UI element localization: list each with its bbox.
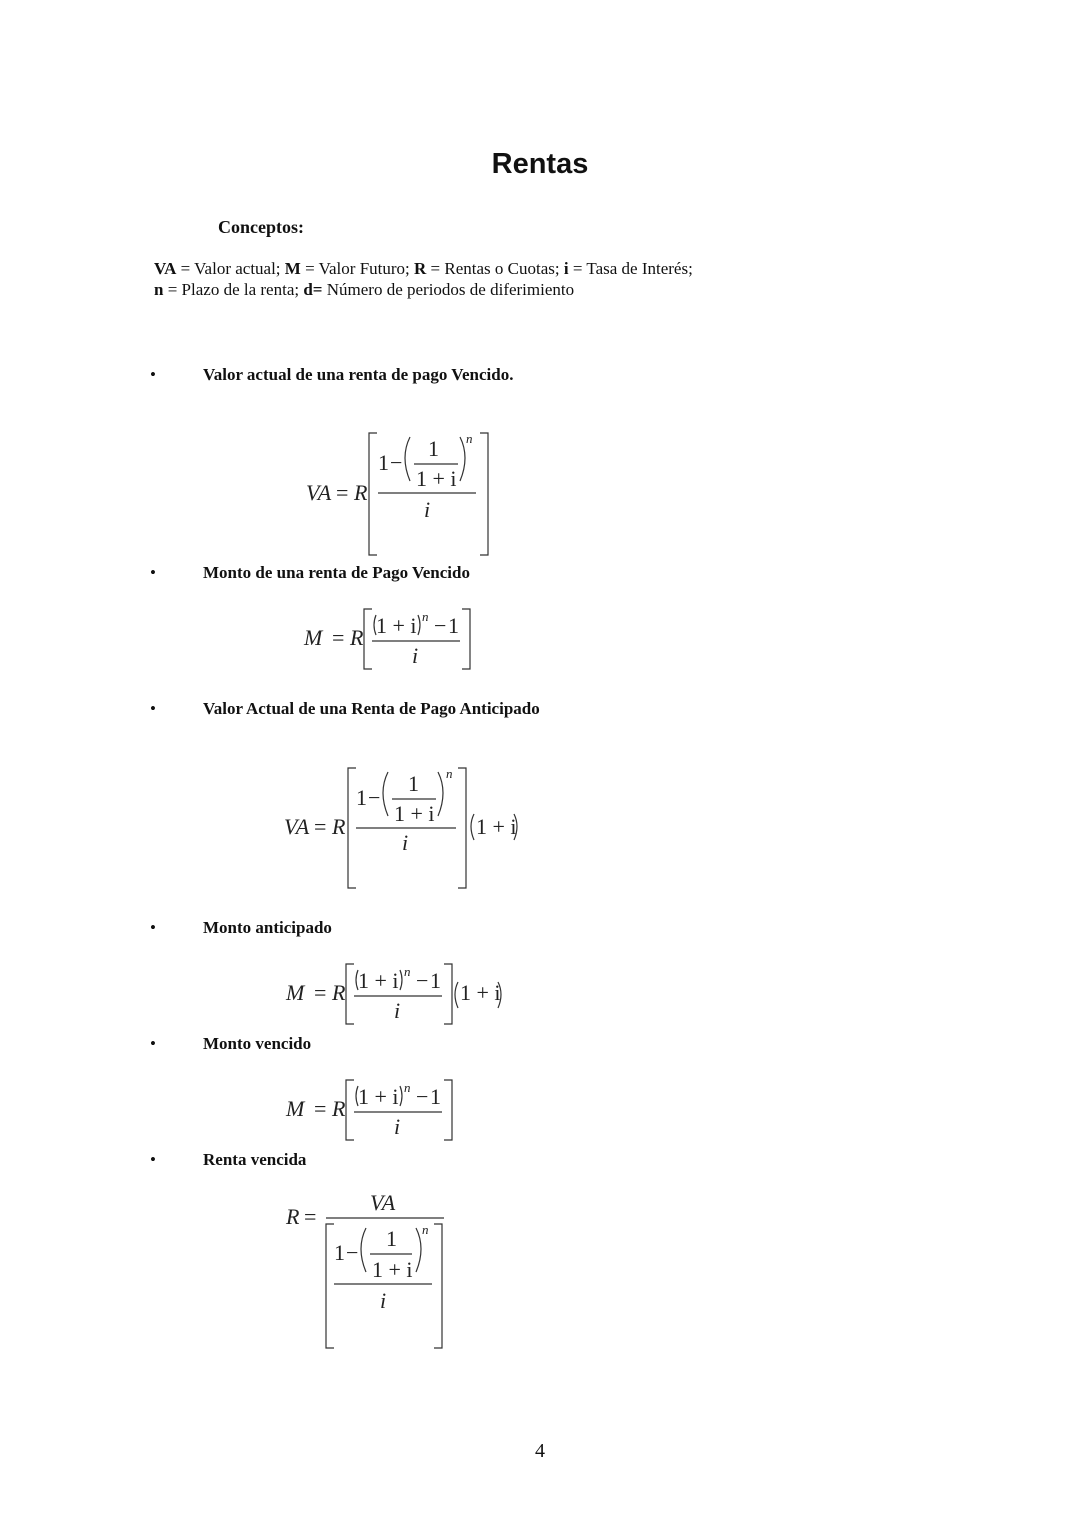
formula-symbol: − <box>346 1240 359 1265</box>
formula-symbol: 1 <box>386 1226 397 1251</box>
formula-present-value-annuity-due <box>278 760 528 906</box>
formula-symbol: = <box>314 980 327 1005</box>
formula-symbol: n <box>422 609 429 624</box>
page-number: 4 <box>535 1440 545 1462</box>
formula-symbol: R <box>286 1204 300 1229</box>
formula-symbol: 1 + i <box>372 1257 413 1282</box>
formula-symbol: − <box>434 613 447 638</box>
formula-symbol: = <box>314 814 327 839</box>
formula-future-value-annuity-due <box>282 958 522 1036</box>
bullet-icon: • <box>150 918 156 937</box>
formula-symbol: 1 <box>448 613 459 638</box>
formula-symbol: i <box>412 643 419 668</box>
formula-symbol: R <box>354 480 368 505</box>
formula-symbol: VA <box>306 480 332 505</box>
formula-symbol: − <box>416 968 429 993</box>
def-text: = Valor Futuro; <box>300 259 415 278</box>
bullet-icon: • <box>150 1034 156 1053</box>
formula-symbol: n <box>404 964 411 979</box>
formula-symbol: VA <box>284 814 310 839</box>
formula-symbol: 1 + i <box>358 968 399 993</box>
def-term: i <box>563 259 569 278</box>
formula-symbol: = <box>304 1204 317 1229</box>
formula-rent-ordinary <box>282 1188 482 1364</box>
bullet-icon: • <box>150 1150 156 1169</box>
formula-symbol: n <box>422 1222 429 1237</box>
formula-symbol: − <box>368 785 381 810</box>
formula-symbol: = <box>314 1096 327 1121</box>
formula-future-value-ordinary-2 <box>282 1074 482 1152</box>
def-term: M <box>284 259 301 278</box>
section-label: Renta vencida <box>203 1150 307 1169</box>
formula-symbol: 1 + i <box>358 1084 399 1109</box>
formula-symbol: R <box>332 1096 346 1121</box>
def-text: = Tasa de Interés; <box>568 259 693 278</box>
concepts-heading: Conceptos: <box>218 217 304 237</box>
formula-symbol: i <box>394 1114 401 1139</box>
formula-symbol: = <box>332 625 345 650</box>
formula-symbol: i <box>394 998 401 1023</box>
def-term: n <box>154 280 164 299</box>
section-label: Valor actual de una renta de pago Vencido. <box>203 365 514 384</box>
formula-symbol: n <box>446 766 453 781</box>
formula-symbol: 1 + i <box>460 980 501 1005</box>
formula-symbol: 1 <box>334 1240 345 1265</box>
formula-symbol: = <box>336 480 349 505</box>
formula-symbol: 1 <box>430 1084 441 1109</box>
def-term: d= <box>303 280 323 299</box>
formula-symbol: i <box>402 830 409 855</box>
section-label: Monto de una renta de Pago Vencido <box>203 563 470 582</box>
formula-symbol: M <box>304 625 323 650</box>
bullet-icon: • <box>150 365 156 384</box>
def-text: Número de periodos de diferimiento <box>322 280 575 299</box>
formula-symbol: R <box>350 625 364 650</box>
def-term: R <box>414 259 427 278</box>
def-text: = Valor actual; <box>176 259 285 278</box>
formula-symbol: 1 <box>356 785 367 810</box>
formula-symbol: 1 <box>430 968 441 993</box>
formula-symbol: − <box>416 1084 429 1109</box>
bullet-icon: • <box>150 699 156 718</box>
definitions-line-2 <box>154 280 574 300</box>
formula-symbol: 1 + i <box>416 466 457 491</box>
formula-present-value-ordinary <box>300 425 500 571</box>
page-title: Rentas <box>491 148 589 180</box>
definitions-line-1 <box>154 259 693 279</box>
formula-symbol: VA <box>370 1190 396 1215</box>
section-label: Monto vencido <box>203 1034 312 1053</box>
formula-symbol: 1 + i <box>394 801 435 826</box>
formula-symbol: − <box>390 450 403 475</box>
formula-symbol: i <box>380 1288 387 1313</box>
bullet-icon: • <box>150 563 156 582</box>
def-text: = Plazo de la renta; <box>163 280 304 299</box>
formula-symbol: R <box>332 814 346 839</box>
formula-symbol: R <box>332 980 346 1005</box>
def-term: VA <box>154 259 177 278</box>
section-label: Valor Actual de una Renta de Pago Anticipado <box>203 699 540 718</box>
section-label: Monto anticipado <box>203 918 332 937</box>
formula-symbol: 1 + i <box>476 814 517 839</box>
formula-symbol: 1 <box>408 771 419 796</box>
formula-symbol: 1 + i <box>376 613 417 638</box>
formula-symbol: n <box>466 431 473 446</box>
formula-symbol: n <box>404 1080 411 1095</box>
formula-symbol: M <box>286 980 305 1005</box>
formula-symbol: i <box>424 497 431 522</box>
formula-symbol: 1 <box>428 436 439 461</box>
formula-future-value-ordinary <box>300 603 500 681</box>
formula-symbol: M <box>286 1096 305 1121</box>
formula-symbol: 1 <box>378 450 389 475</box>
def-text: = Rentas o Cuotas; <box>426 259 564 278</box>
